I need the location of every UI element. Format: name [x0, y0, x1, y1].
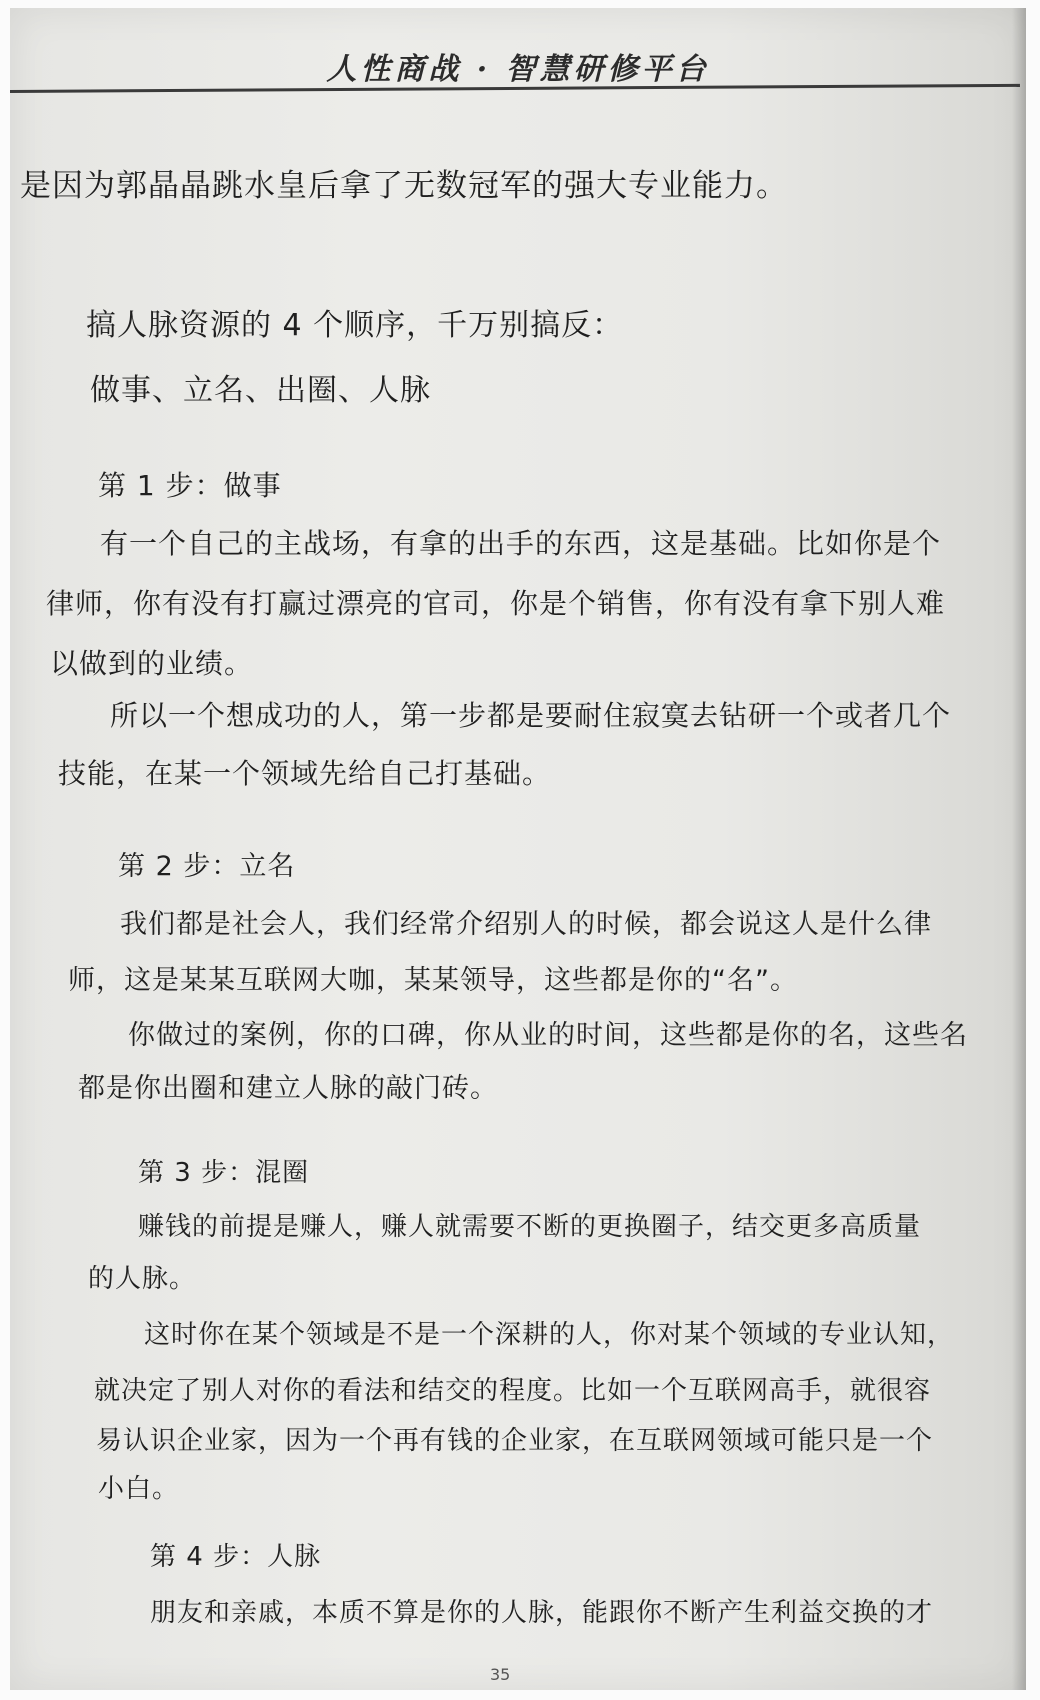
body-line: 所以一个想成功的人，第一步都是要耐住寂寞去钻研一个或者几个 [110, 699, 952, 732]
body-line: 是因为郭晶晶跳水皇后拿了无数冠军的强大专业能力。 [20, 168, 788, 204]
body-line: 就决定了别人对你的看法和结交的程度。比如一个互联网高手，就很容 [94, 1376, 932, 1406]
body-line: 朋友和亲戚，本质不算是你的人脉，能跟你不断产生利益交换的才 [150, 1598, 934, 1628]
body-line: 赚钱的前提是赚人，赚人就需要不断的更换圈子，结交更多高质量 [138, 1212, 922, 1242]
body-line: 易认识企业家，因为一个再有钱的企业家，在互联网领域可能只是一个 [96, 1426, 934, 1456]
page-edge-shadow [1012, 8, 1026, 1690]
scanned-page [10, 8, 1026, 1690]
body-line: 都是你出圈和建立人脉的敲门砖。 [78, 1073, 498, 1104]
body-line: 做事、立名、出圈、人脉 [90, 373, 431, 408]
body-line: 技能，在某一个领域先给自己打基础。 [58, 757, 552, 790]
body-line: 的人脉。 [88, 1264, 197, 1294]
body-line: 搞人脉资源的 4 个顺序，千万别搞反： [86, 308, 624, 343]
body-line: 有一个自己的主战场，有拿的出手的东西，这是基础。比如你是个 [100, 527, 942, 560]
body-line: 这时你在某个领域是不是一个深耕的人，你对某个领域的专业认知， [144, 1320, 955, 1350]
step-heading: 第 4 步：人脉 [150, 1542, 322, 1572]
page-number: 35 [490, 1665, 511, 1684]
step-heading: 第 3 步：混圈 [138, 1158, 310, 1188]
body-line: 小白。 [98, 1474, 180, 1504]
body-line: 以做到的业绩。 [50, 647, 254, 680]
body-line: 我们都是社会人，我们经常介绍别人的时候，都会说这人是什么律 [120, 909, 932, 940]
running-header: 人性商战 · 智慧研修平台 [326, 52, 710, 87]
step-heading: 第 2 步：立名 [118, 851, 296, 882]
body-line: 律师，你有没有打赢过漂亮的官司，你是个销售，你有没有拿下别人难 [46, 587, 946, 620]
body-line: 师，这是某某互联网大咖，某某领导，这些都是你的“名”。 [68, 965, 798, 996]
step-heading: 第 1 步：做事 [98, 469, 282, 502]
body-line: 你做过的案例，你的口碑，你从业的时间，这些都是你的名，这些名 [128, 1020, 968, 1051]
